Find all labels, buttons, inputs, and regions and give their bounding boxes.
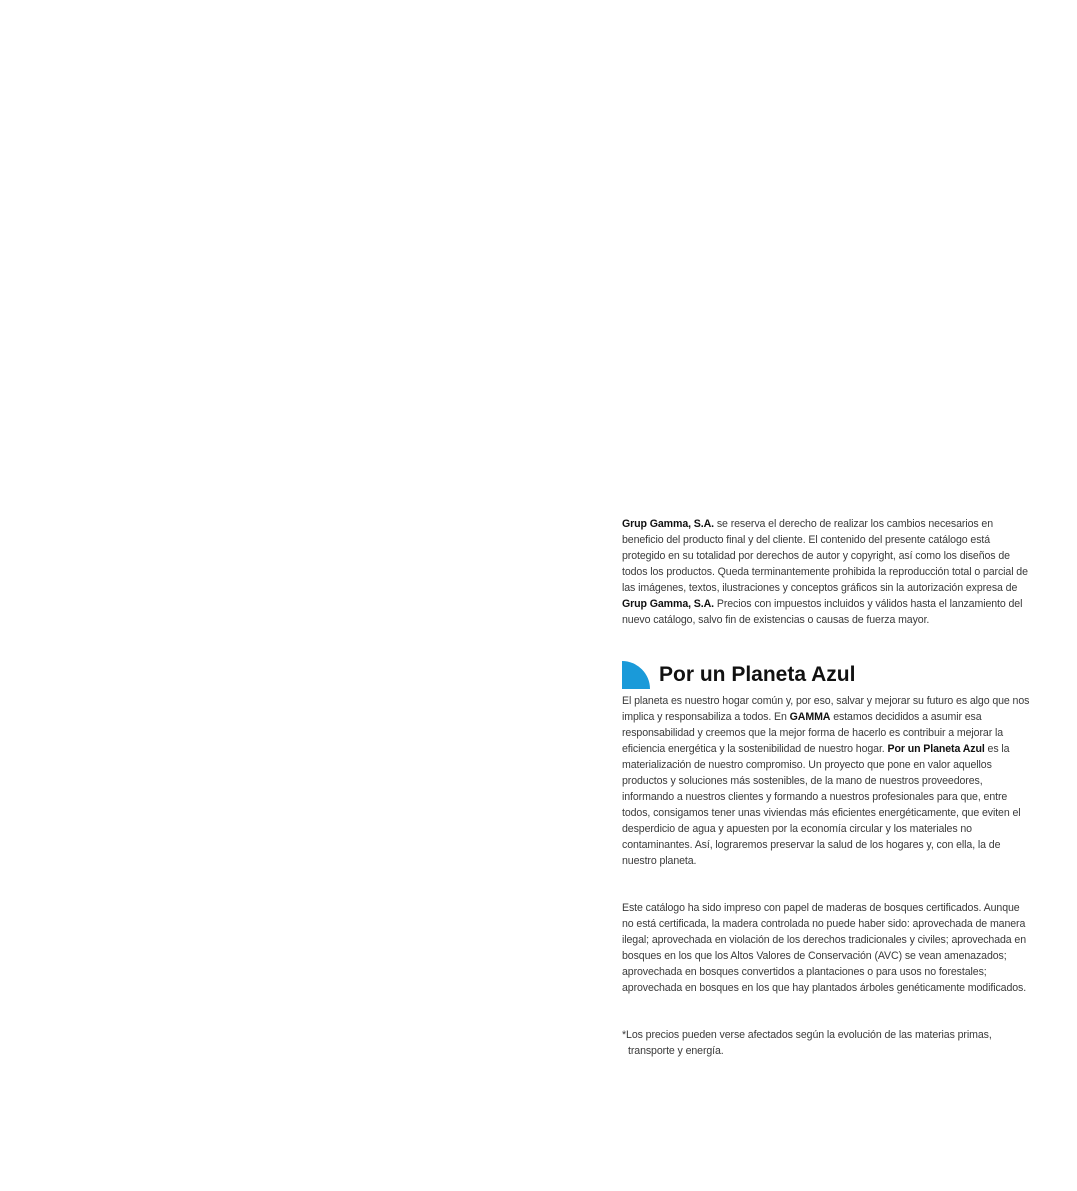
footnote-line-1: *Los precios pueden verse afectados según la evolución de las materias primas, bbox=[622, 1029, 992, 1041]
planeta-header bbox=[622, 661, 1032, 689]
legal-text-part-1: se reserva el derecho de realizar los cambios necesarios en beneficio del producto final y del cliente. El contenido del presente catálogo está protegido en su totalidad por derechos de autor y copyright, así como los diseños de todos los productos. Queda terminantemente prohibida la reproducción total o parcial de las imágenes, textos, ilustraciones y conceptos gráficos sin la autorización expresa de bbox=[622, 518, 1028, 594]
footnote-line-2: transporte y energía. bbox=[628, 1045, 724, 1057]
planeta-paragraph bbox=[622, 693, 1032, 869]
company-name-2: Grup Gamma, S.A. bbox=[622, 598, 715, 610]
planeta-text-part-2: estamos decididos a asumir esa responsabilidad y creemos que la mejor forma de hacerlo es contribuir a mejorar la eficiencia energética y la sostenibilidad de nuestro hogar. bbox=[622, 711, 1004, 755]
company-name: Grup Gamma, S.A. bbox=[622, 518, 715, 530]
planeta-text-part-3: es la materialización de nuestro compromiso. Un proyecto que pone en valor aquellos productos y soluciones más sostenibles, de la mano de nuestros proveedores, informando a nuestros clientes y formando a nuestros profesionales para que, entre todos, consigamos tener unas viviendas más eficientes energéticamente, que eviten el desperdicio de agua y apuesten por la economía circular y los materiales no contaminantes. Así, lograremos preservar la salud de los hogares y, con ella, la de nuestro planeta. bbox=[622, 743, 1021, 867]
legal-notice bbox=[622, 516, 1032, 628]
legal-text-part-2: Precios con impuestos incluidos y válidos hasta el lanzamiento del nuevo catálogo, salvo fin de existencias o causas de fuerza mayor. bbox=[622, 598, 1023, 626]
section-title: Por un Planeta Azul bbox=[659, 663, 856, 686]
program-name: Por un Planeta Azul bbox=[887, 743, 985, 755]
text-column bbox=[622, 516, 1032, 1059]
brand-name: GAMMA bbox=[789, 711, 831, 723]
planeta-text-part-1: El planeta es nuestro hogar común y, por eso, salvar y mejorar su futuro es algo que nos implica y responsabiliza a todos. En bbox=[622, 695, 1030, 723]
quarter-circle-icon bbox=[622, 661, 650, 689]
paper-certification-paragraph: Este catálogo ha sido impreso con papel de maderas de bosques certificados. Aunque no está certificada, la madera controlada no puede haber sido: aprovechada de manera ilegal; aprovechada en violación de los derechos tradicionales y civiles; aprovechada en bosques en los que los Altos Valores de Conservación (AVC) se vean amenazados; aprovechada en bosques convertidos a plantaciones o para usos no forestales; aprovechada en bosques en los que hay plantados árboles genéticamente modificados. bbox=[622, 902, 1027, 994]
price-footnote bbox=[622, 1027, 1032, 1059]
